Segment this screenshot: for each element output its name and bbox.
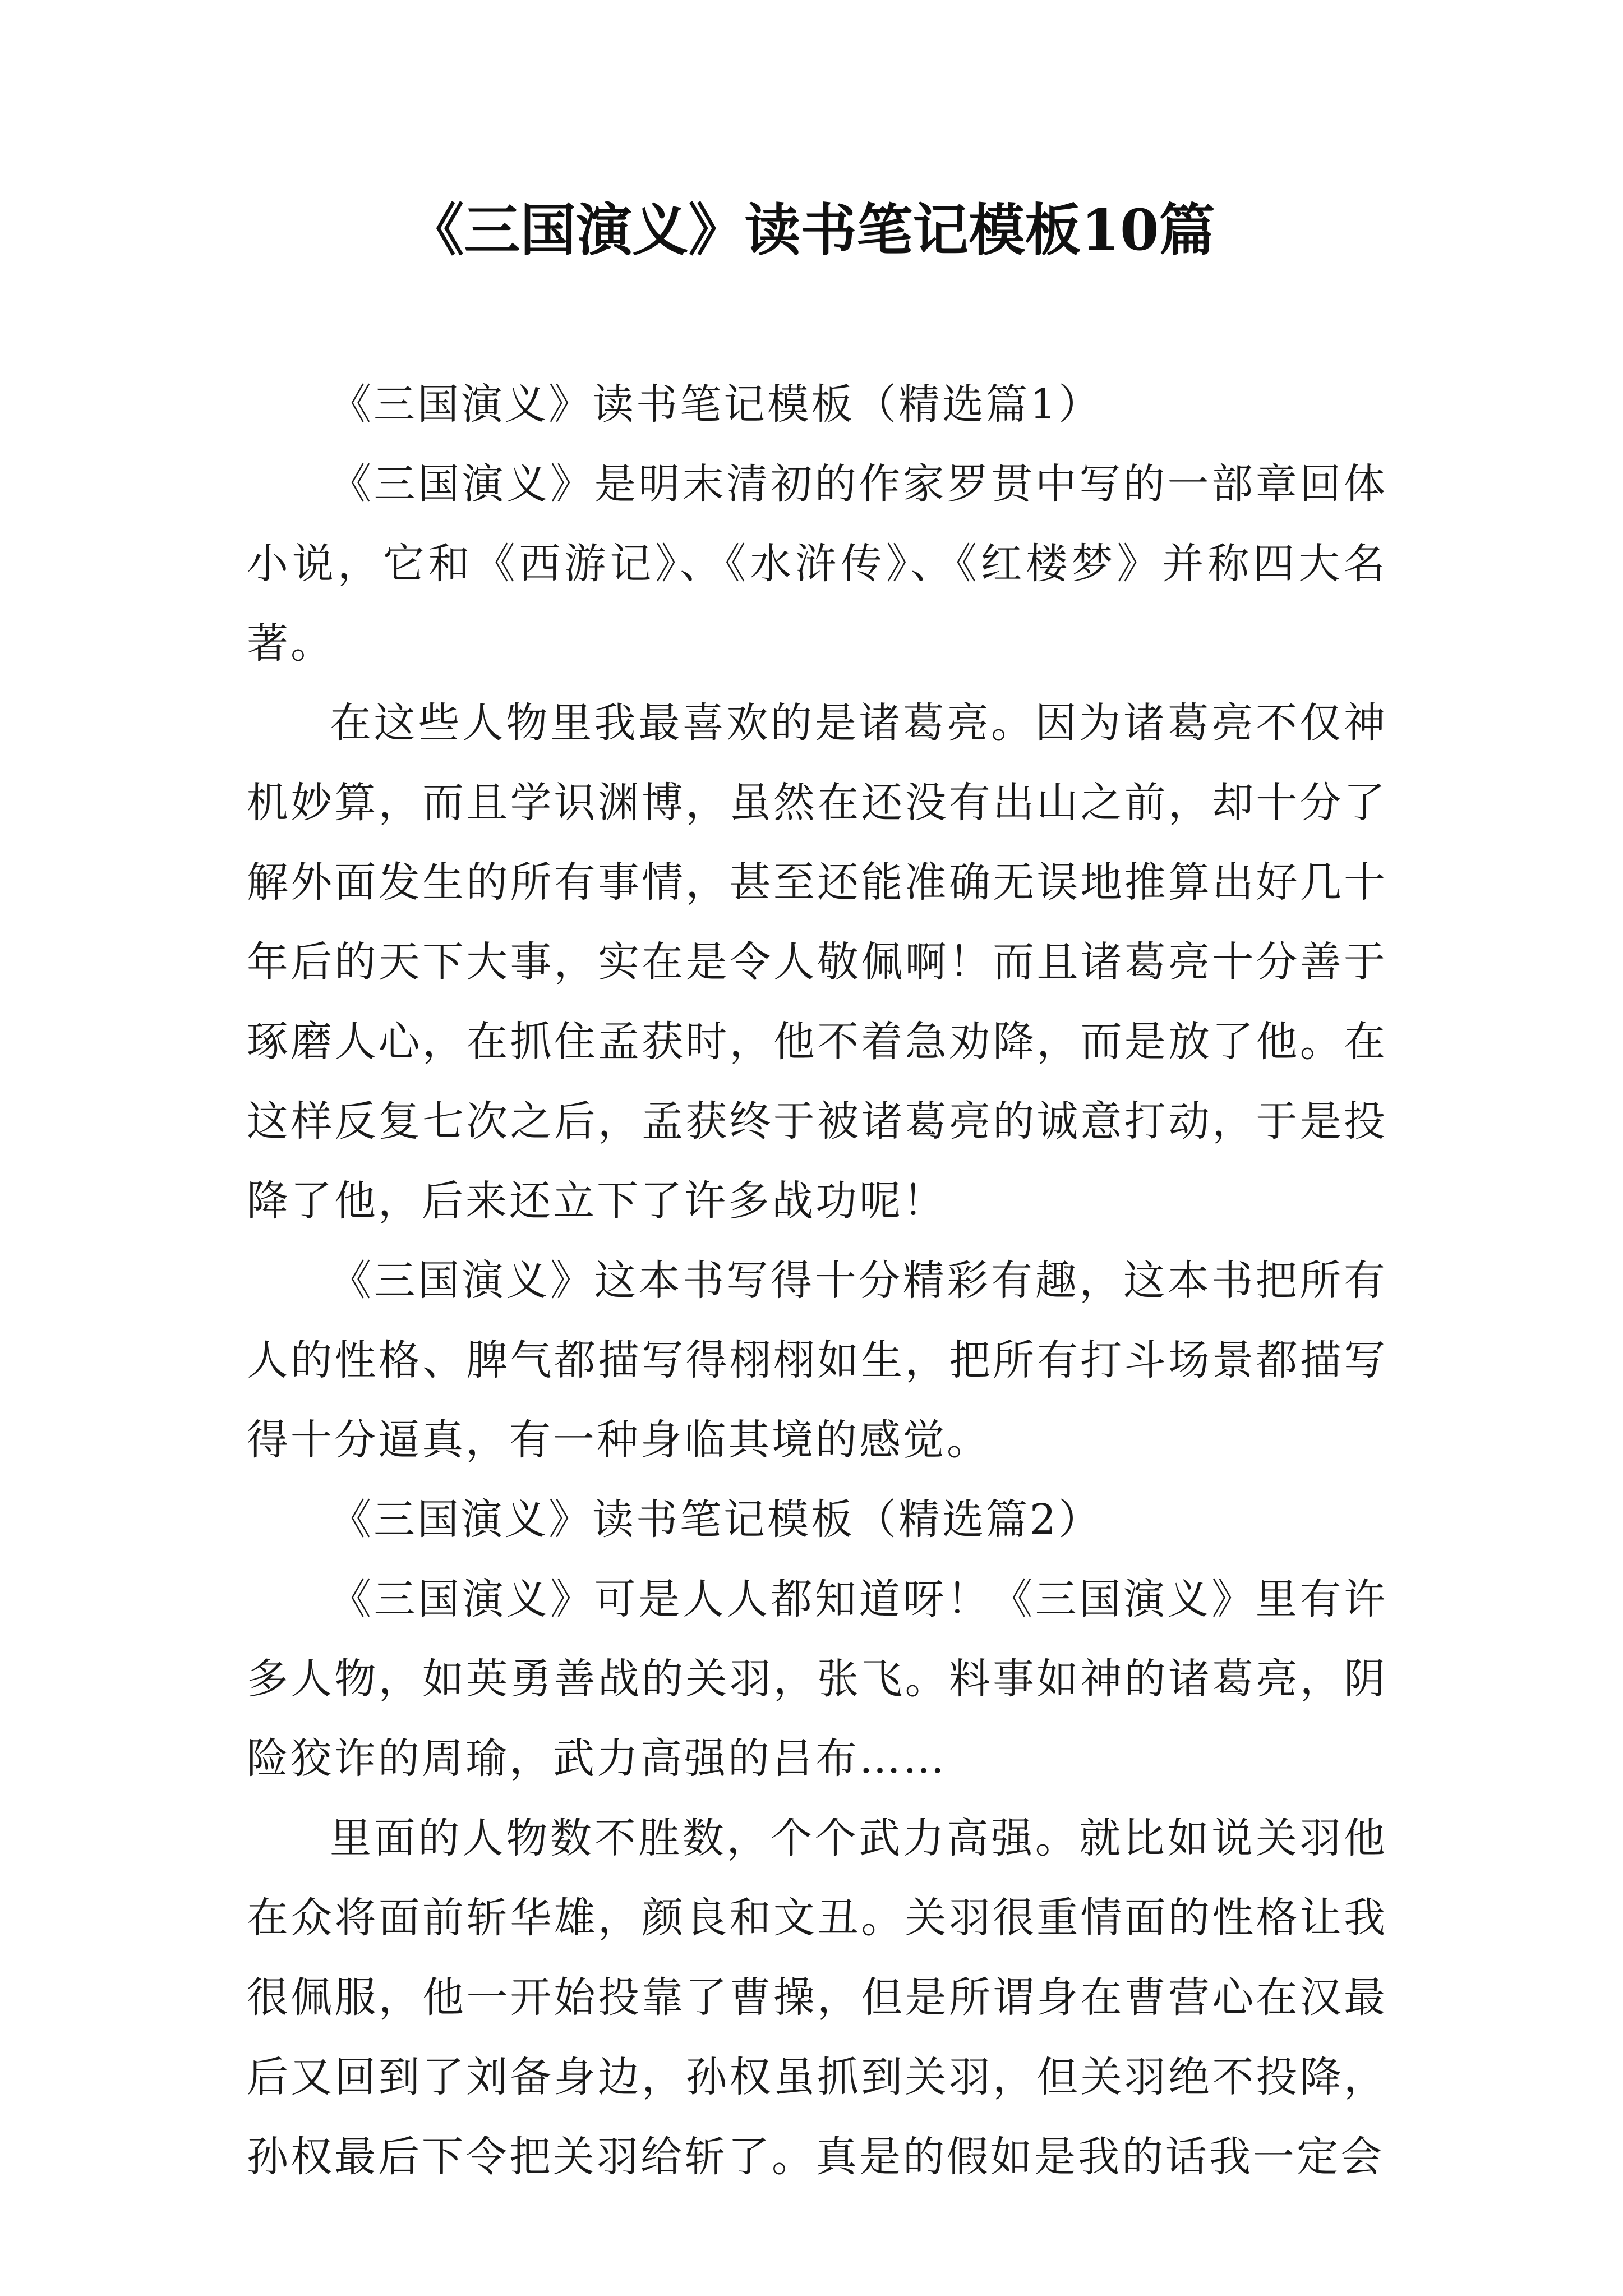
section-heading-1: 《三国演义》读书笔记模板（精选篇1） (330, 380, 1103, 429)
paragraph: 在这些人物里我最喜欢的是诸葛亮。因为诸葛亮不仅神机妙算，而且学识渊博，虽然在还没有出山之前，却十分了解外面发生的所有事情，甚至还能准确无误地推算出好几十年后的天下大事，实在是令人敬佩啊！而且诸葛亮十分善于琢磨人心，在抓住孟获时，他不着急劝降，而是放了他。在这样反复七次之后，孟获终于被诸葛亮的诚意打动，于是投降了他，后来还立下了许多战功呢！ (247, 699, 1387, 1225)
paragraph: 《三国演义》可是人人都知道呀！《三国演义》里有许多人物，如英勇善战的关羽，张飞。料事如神的诸葛亮，阴险狡诈的周瑜，武力高强的吕布…… (247, 1575, 1387, 1783)
section-heading-2: 《三国演义》读书笔记模板（精选篇2） (330, 1496, 1103, 1544)
document-body (247, 365, 1387, 2197)
document-title: 《三国演义》读书笔记模板10篇 (408, 197, 1215, 263)
paragraph: 《三国演义》是明末清初的作家罗贯中写的一部章回体小说，它和《西游记》、《水浒传》、《红楼梦》并称四大名著。 (247, 460, 1387, 668)
paragraph: 《三国演义》这本书写得十分精彩有趣，这本书把所有人的性格、脾气都描写得栩栩如生，把所有打斗场景都描写得十分逼真，有一种身临其境的感觉。 (247, 1257, 1387, 1464)
paragraph: 里面的人物数不胜数，个个武力高强。就比如说关羽他在众将面前斩华雄，颜良和文丑。关羽很重情面的性格让我很佩服，他一开始投靠了曹操，但是所谓身在曹营心在汉最后又回到了刘备身边，孙权虽抓到关羽，但关羽绝不投降，孙权最后下令把关羽给斩了。真是的假如是我的话我一定会 (247, 1814, 1387, 2181)
